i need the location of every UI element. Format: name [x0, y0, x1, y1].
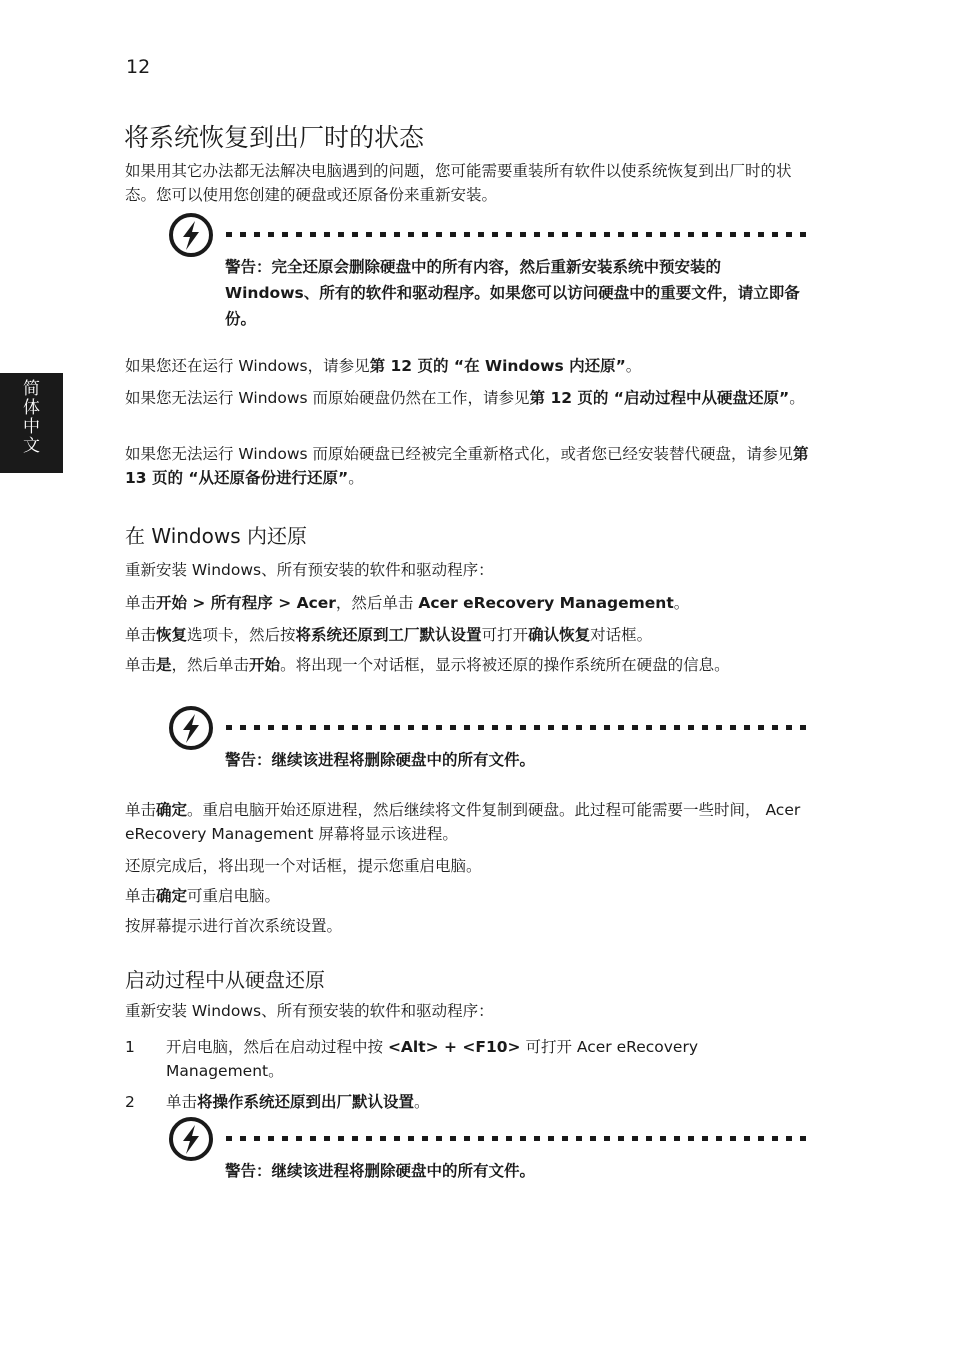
instruction-paragraph: [125, 623, 815, 647]
ref-text: 如果您无法运行 Windows 而原始硬盘已经被完全重新格式化，或者您已经安装替代硬盘，请参见: [125, 445, 794, 463]
text: 可打开 Acer eRecovery Management。: [166, 1038, 698, 1080]
text: 选项卡，然后按: [187, 626, 296, 644]
ref-text: 如果您还在运行 Windows，请参见: [125, 357, 370, 375]
step-number: 2: [125, 1093, 135, 1111]
instruction-paragraph: [125, 653, 815, 677]
ui-element: 将操作系统还原到出厂默认设置: [197, 1093, 415, 1111]
text: 可重启电脑。: [187, 887, 281, 905]
text: 单击: [125, 887, 157, 905]
text: ，然后单击: [335, 594, 419, 612]
warning-divider: [226, 725, 810, 730]
ui-element: 确认恢复: [528, 626, 591, 644]
body-paragraph: 还原完成后，将出现一个对话框，提示您重启电脑。: [125, 857, 482, 875]
warning-icon: [168, 1116, 214, 1162]
side-tab-char: 中: [23, 417, 40, 437]
section-heading: 启动过程中从硬盘还原: [125, 968, 325, 992]
ui-path: 开始 > 所有程序 > Acer: [156, 594, 336, 612]
step-number: 1: [125, 1038, 135, 1056]
language-side-tab: [0, 373, 63, 473]
instruction-paragraph: [125, 591, 815, 615]
text: 可打开: [481, 626, 529, 644]
reference-paragraph: [125, 386, 815, 410]
ui-element: 确定: [156, 801, 188, 819]
ref-text: 。: [348, 469, 364, 487]
text: ，然后单击: [171, 656, 250, 674]
cross-reference-link[interactable]: 第 12 页的 “启动过程中从硬盘还原”: [529, 389, 790, 407]
cross-reference-link[interactable]: 第 13 页的 “从还原备份进行还原”: [125, 445, 809, 487]
ref-text: 。: [625, 357, 642, 375]
intro-paragraph: 如果用其它办法都无法解决电脑遇到的问题，您可能需要重装所有软件以使系统恢复到出厂时的状态。您可以使用您创建的硬盘或还原备份来重新安装。: [125, 162, 792, 204]
text: 。重启电脑开始还原进程，然后继续将文件复制到硬盘。此过程可能需要一些时间， Acer eRecovery Management 屏幕将显示该进程。: [125, 801, 801, 843]
reference-paragraph: [125, 442, 815, 490]
ui-element: 将系统还原到工厂默认设置: [295, 626, 482, 644]
ref-text: 。: [789, 389, 805, 407]
ui-element: Acer eRecovery Management: [418, 594, 674, 612]
page-title: 将系统恢复到出厂时的状态: [124, 123, 425, 152]
cross-reference-link[interactable]: 第 12 页的 “在 Windows 内还原”: [369, 357, 626, 375]
warning-text: 警告：继续该进程将删除硬盘中的所有文件。: [225, 751, 536, 769]
text: 。: [673, 594, 690, 612]
text: 单击: [125, 594, 157, 612]
ui-element: 确定: [156, 887, 188, 905]
page-number: 12: [126, 56, 151, 78]
warning-text: 警告：继续该进程将删除硬盘中的所有文件。: [225, 1162, 536, 1180]
reference-paragraph: [125, 354, 815, 378]
instruction-paragraph: [125, 798, 815, 846]
warning-icon: [168, 705, 214, 751]
ui-element: 是: [156, 656, 172, 674]
ui-element: 开始: [249, 656, 281, 674]
text: 。: [414, 1093, 430, 1111]
section-heading: 在 Windows 内还原: [125, 524, 307, 548]
warning-icon: [168, 212, 214, 258]
text: 开启电脑，然后在启动过程中按: [166, 1038, 388, 1056]
text: 。将出现一个对话框，显示将被还原的操作系统所在硬盘的信息。: [280, 656, 730, 674]
warning-divider: [226, 232, 810, 237]
instruction-paragraph: [125, 884, 815, 908]
key-combo: <Alt> + <F10>: [387, 1038, 521, 1056]
warning-text: 警告：完全还原会删除硬盘中的所有内容，然后重新安装系统中预安装的 Windows、所有的软件和驱动程序。如果您可以访问硬盘中的重要文件，请立即备份。: [225, 258, 800, 328]
text: 单击: [125, 656, 157, 674]
ui-element: 恢复: [156, 626, 188, 644]
step-text: [166, 1090, 816, 1114]
side-tab-char: 文: [23, 436, 40, 456]
warning-divider: [226, 1136, 810, 1141]
step-text: [166, 1035, 816, 1083]
text: 单击: [125, 626, 157, 644]
text: 对话框。: [590, 626, 653, 644]
side-tab-char: 简: [23, 379, 40, 399]
ref-text: 如果您无法运行 Windows 而原始硬盘仍然在工作，请参见: [125, 389, 530, 407]
text: 单击: [166, 1093, 198, 1111]
text: 单击: [125, 801, 157, 819]
body-paragraph: 重新安装 Windows、所有预安装的软件和驱动程序：: [125, 1002, 494, 1020]
side-tab-char: 体: [23, 398, 40, 418]
body-paragraph: 按屏幕提示进行首次系统设置。: [125, 917, 343, 935]
body-paragraph: 重新安装 Windows、所有预安装的软件和驱动程序：: [125, 561, 494, 579]
